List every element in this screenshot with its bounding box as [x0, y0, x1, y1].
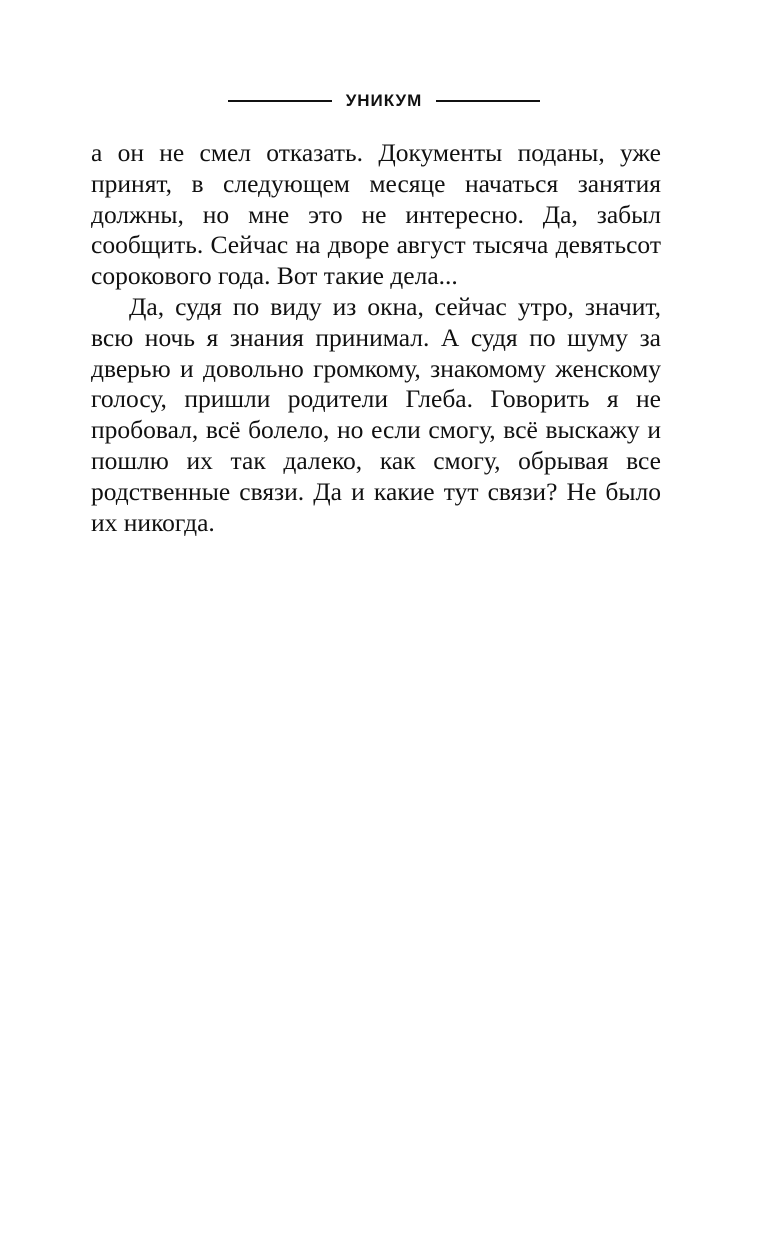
- body-text: [91, 138, 661, 538]
- paragraph: Да, судя по виду из окна, сейчас утро, значит, всю ночь я знания принимал. А судя по шуму за дверью и довольно громкому, знакомому женскому голосу, пришли родители Глеба. Говорить я не пробовал, всё болело, но если смогу, всё выскажу и пошлю их так далеко, как смогу, обрывая все родственные связи. Да и какие тут связи? Не было их никогда.: [91, 291, 661, 537]
- running-head-title: УНИКУМ: [345, 91, 423, 110]
- paragraph-continuation: а он не смел отказать. Документы поданы, уже принят, в следующем месяце начаться занятия должны, но мне это не интересно. Да, забыл сообщить. Сейчас на дворе август тысяча девятьсот сорокового года. Вот такие дела...: [91, 138, 661, 291]
- header-rule-right: [436, 100, 540, 102]
- header-rule-left: [228, 100, 332, 102]
- running-head: [0, 88, 768, 114]
